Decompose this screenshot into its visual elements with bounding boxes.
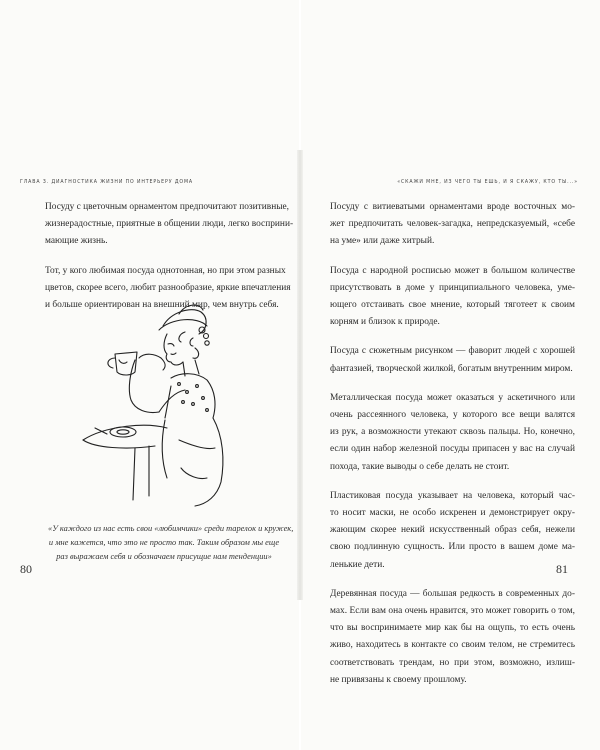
text-line: соответствовать трендам, но при этом, возможно, излиш- bbox=[330, 657, 575, 668]
running-head-left: ГЛАВА 3. ДИАГНОСТИКА ЖИЗНИ ПО ИНТЕРЬЕРУ ДОМА bbox=[20, 179, 194, 185]
text-line: и больше ориентирован на внешний мир, чем внутрь себя. bbox=[45, 300, 279, 311]
text-line: Пластиковая посуда указывает на человека, который час- bbox=[330, 490, 575, 501]
caption-line: и мне кажется, что это не просто так. Таким образом мы еще bbox=[48, 538, 280, 547]
text-line: мающие жизнь. bbox=[45, 236, 108, 247]
text-line: жизнерадостные, приятные в общении люди, легко восприни- bbox=[45, 219, 294, 230]
text-line: Деревянная посуда — большая редкость в современных до- bbox=[330, 588, 575, 599]
text-line: жающим скорее некий искусственный образ себя, нежели bbox=[330, 525, 575, 536]
text-line: ющего отстаивать свое мнение, который тяготеет к своим bbox=[330, 300, 575, 311]
page-number-right: 81 bbox=[556, 562, 568, 576]
text-line: жет предпочитать человек-загадка, непредсказуемый, «себе bbox=[330, 219, 575, 230]
woman-drinking-tea-illustration bbox=[75, 300, 245, 515]
right-paragraph bbox=[330, 263, 575, 332]
text-line: из рук, а возможности утекают сквозь пальцы. Но, конечно, bbox=[330, 427, 575, 438]
text-line: свою подлинную сущность. Или просто в вашем доме ма- bbox=[330, 542, 575, 553]
text-line: ленькие дети. bbox=[330, 559, 385, 570]
text-line: очень рассеянного человека, у которого все вещи валятся bbox=[330, 410, 575, 421]
text-line: не привязаны к своему прошлому. bbox=[330, 674, 467, 685]
right-paragraph bbox=[330, 390, 575, 476]
right-paragraph bbox=[330, 199, 575, 251]
right-paragraph bbox=[330, 586, 575, 689]
page-number-left: 80 bbox=[20, 562, 32, 576]
text-line: живо, находитесь в контакте со своим телом, не стремитесь bbox=[330, 640, 575, 651]
text-line: Посуда с сюжетным рисунком — фаворит людей с хорошей bbox=[330, 346, 575, 357]
text-line: фантазией, творческой жилкой, богатым внутренним миром. bbox=[330, 363, 573, 374]
text-line: Металлическая посуда может оказаться у аскетичного или bbox=[330, 392, 575, 403]
right-paragraph bbox=[330, 488, 575, 574]
book-gutter bbox=[297, 150, 303, 600]
text-line: если один набор железной посуды припасен у вас на случай bbox=[330, 444, 575, 455]
caption-line: «У каждого из нас есть свои «любимчики» среди тарелок и кружек, bbox=[48, 524, 294, 533]
right-body-text bbox=[330, 199, 575, 701]
text-line: что вы воспринимаете мир как бы на ощупь, то есть очень bbox=[330, 623, 575, 634]
text-line: Посуду с витиеватыми орнаментами вроде восточных мо- bbox=[330, 202, 575, 212]
text-line: мах. Если вам она очень нравится, это может говорить о том, bbox=[330, 606, 575, 617]
running-head-right: «СКАЖИ МНЕ, ИЗ ЧЕГО ТЫ ЕШЬ, И Я СКАЖУ, КТО ТЫ...» bbox=[397, 179, 578, 185]
right-paragraph bbox=[330, 343, 575, 377]
text-line: цветов, скорее всего, любит разнообразие, яркие впечатления bbox=[45, 282, 291, 293]
text-line: то носит маски, не особо искренен и демонстрирует окру- bbox=[330, 508, 575, 519]
text-line: присутствовать в доме у принципиального человека, уме- bbox=[330, 282, 575, 293]
text-line: корням и близок к природе. bbox=[330, 317, 440, 328]
left-paragraph bbox=[45, 199, 294, 251]
illustration-caption bbox=[48, 522, 294, 564]
caption-line: раз выражаем себя и обозначаем присущие нам тенденции» bbox=[56, 552, 272, 561]
text-line: на уме» или даже хитрый. bbox=[330, 236, 435, 247]
text-line: похода, такие выводы о себе делать не стоит. bbox=[330, 461, 510, 472]
text-line: Посуду с цветочным орнаментом предпочитают позитивные, bbox=[45, 202, 290, 212]
text-line: Посуда с народной росписью может в большом количестве bbox=[330, 265, 575, 276]
text-line: Тот, у кого любимая посуда однотонная, но при этом разных bbox=[45, 265, 286, 276]
